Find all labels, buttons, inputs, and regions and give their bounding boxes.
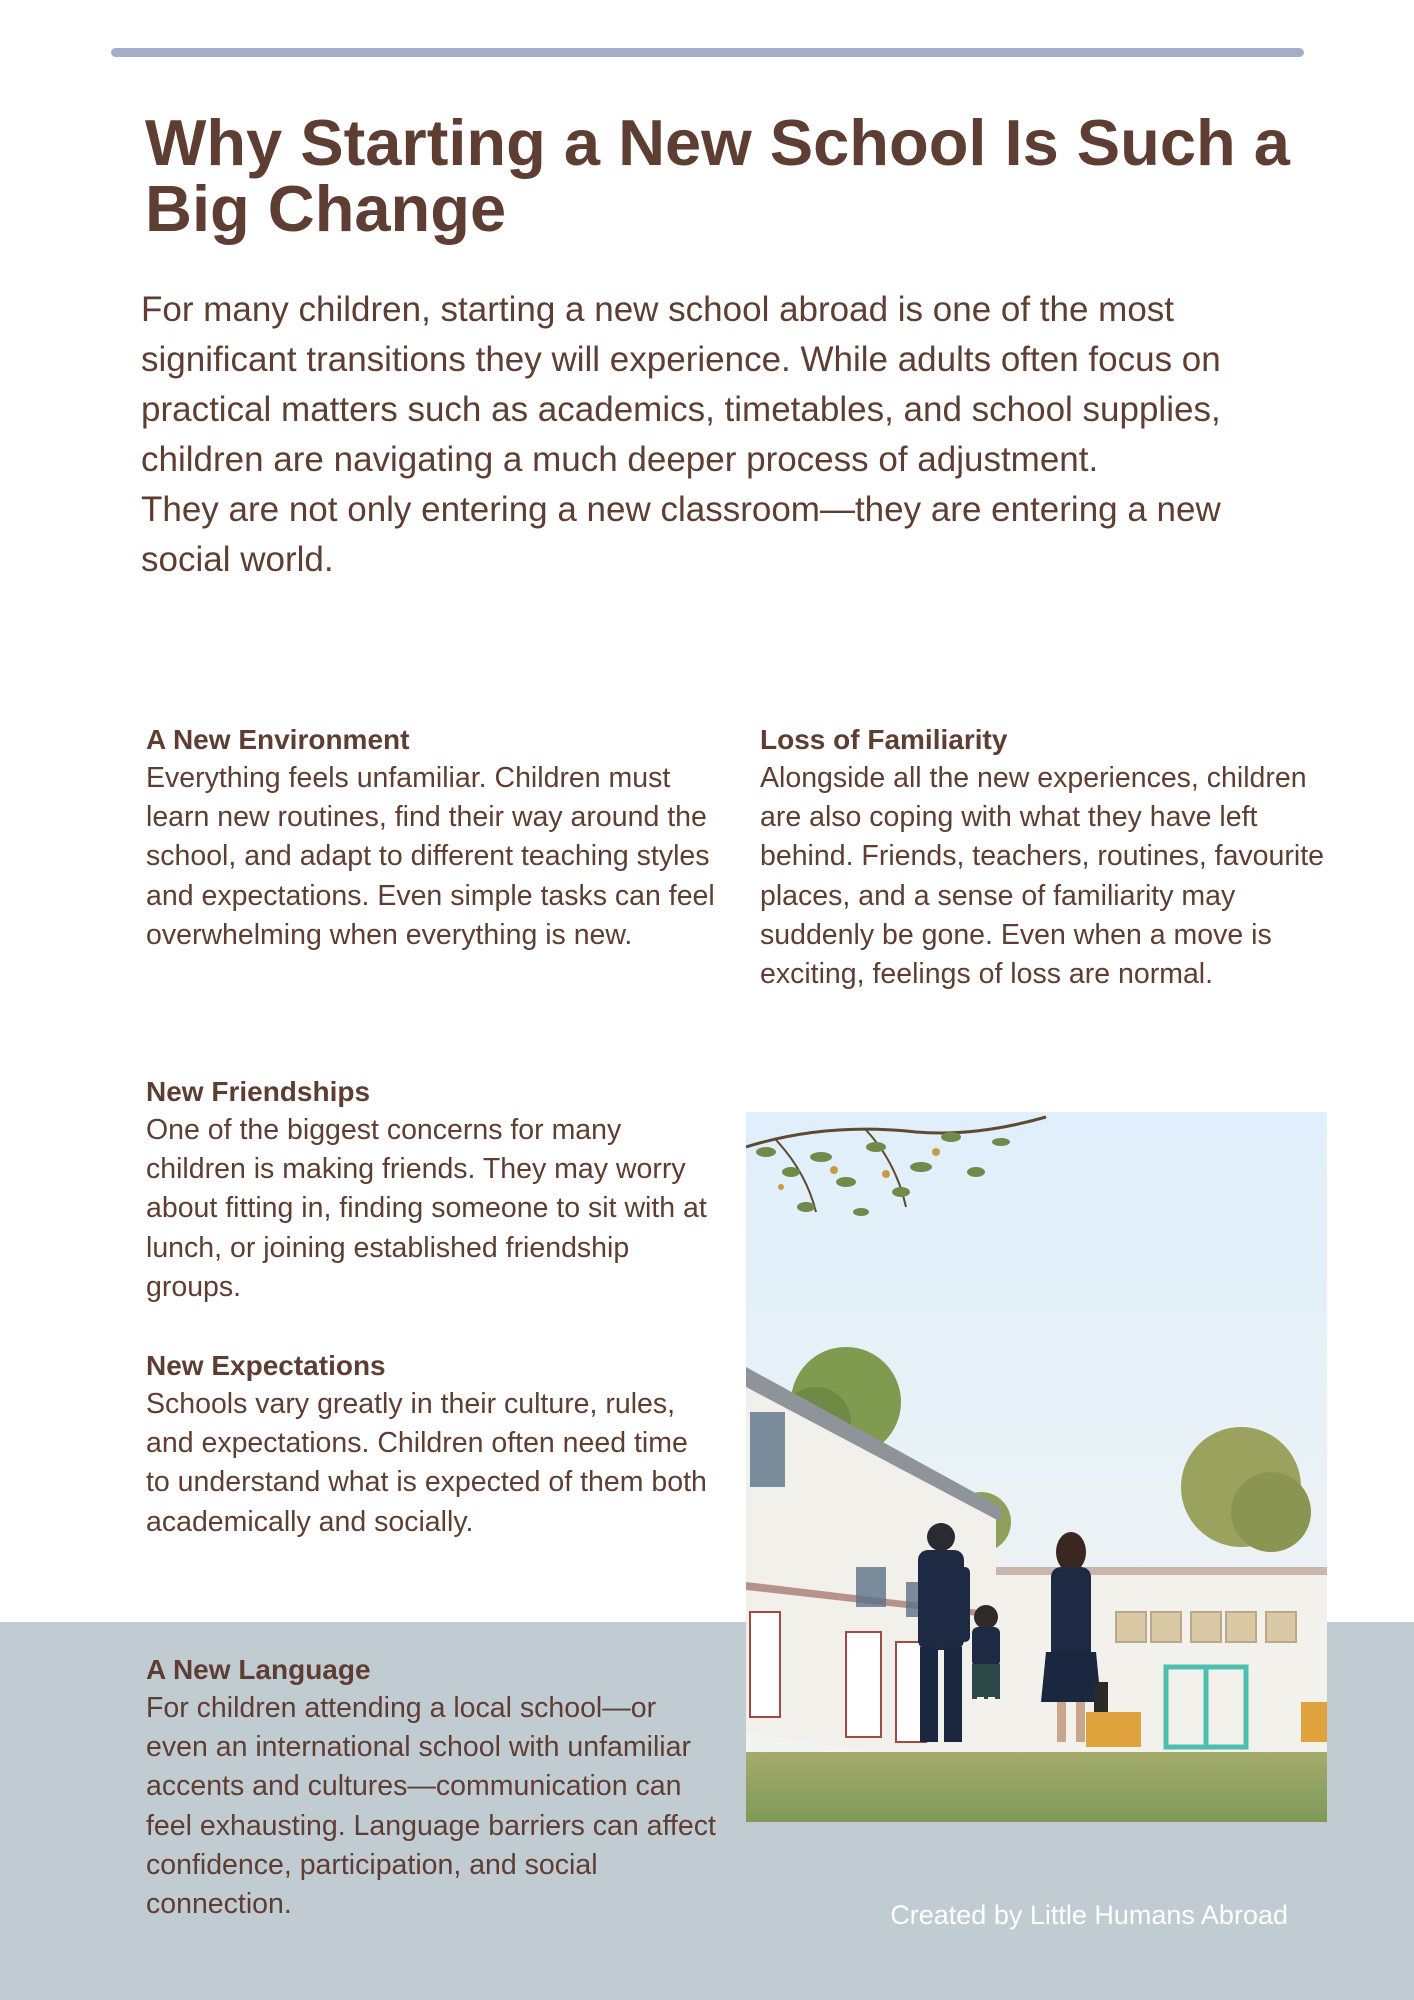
top-divider-rule	[111, 48, 1304, 57]
page-title: Why Starting a New School Is Such a Big Change	[145, 106, 1290, 245]
section-body: Schools vary greatly in their culture, rules, and expectations. Children often need time to understand what is expected of them both academically and socially.	[146, 1388, 707, 1538]
section-body: Everything feels unfamiliar. Children must learn new routines, find their way around the school, and adapt to different teaching styles and expectations. Even simple tasks can feel overwhelming when everything is new.	[146, 762, 715, 951]
section-body: For children attending a local school—or even an international school with unfamiliar accents and cultures—communication can feel exhausting. Language barriers can affect confidence, participation, and social connection.	[146, 1692, 716, 1921]
section-heading: A New Language	[146, 1654, 371, 1685]
section-heading: A New Environment	[146, 724, 410, 755]
intro-text	[141, 285, 1291, 585]
section-heading: New Friendships	[146, 1076, 371, 1107]
intro-paragraph-1: For many children, starting a new school abroad is one of the most significant transitions they will experience. While adults often focus on practical matters such as academics, timetables, and school supplies, children are navigating a much deeper process of adjustment.	[141, 290, 1221, 479]
section-new-environment	[146, 720, 716, 955]
intro-paragraph-2: They are not only entering a new classroom—they are entering a new social world.	[141, 490, 1221, 579]
section-new-expectations	[146, 1346, 716, 1542]
section-body: Alongside all the new experiences, children are also coping with what they have left behind. Friends, teachers, routines, favourite places, and a sense of familiarity may suddenly be gone. Even when a move is exciting, feelings of loss are normal.	[760, 762, 1324, 991]
section-new-language	[146, 1650, 716, 1924]
section-heading: New Expectations	[146, 1350, 386, 1381]
section-new-friendships	[146, 1072, 716, 1307]
credit-text: Created by Little Humans Abroad	[890, 1900, 1288, 1930]
section-loss-of-familiarity	[760, 720, 1350, 994]
school-family-photo	[746, 1112, 1327, 1822]
section-body: One of the biggest concerns for many children is making friends. They may worry about fitting in, finding someone to sit with at lunch, or joining established friendship groups.	[146, 1114, 707, 1303]
section-heading: Loss of Familiarity	[760, 724, 1008, 755]
